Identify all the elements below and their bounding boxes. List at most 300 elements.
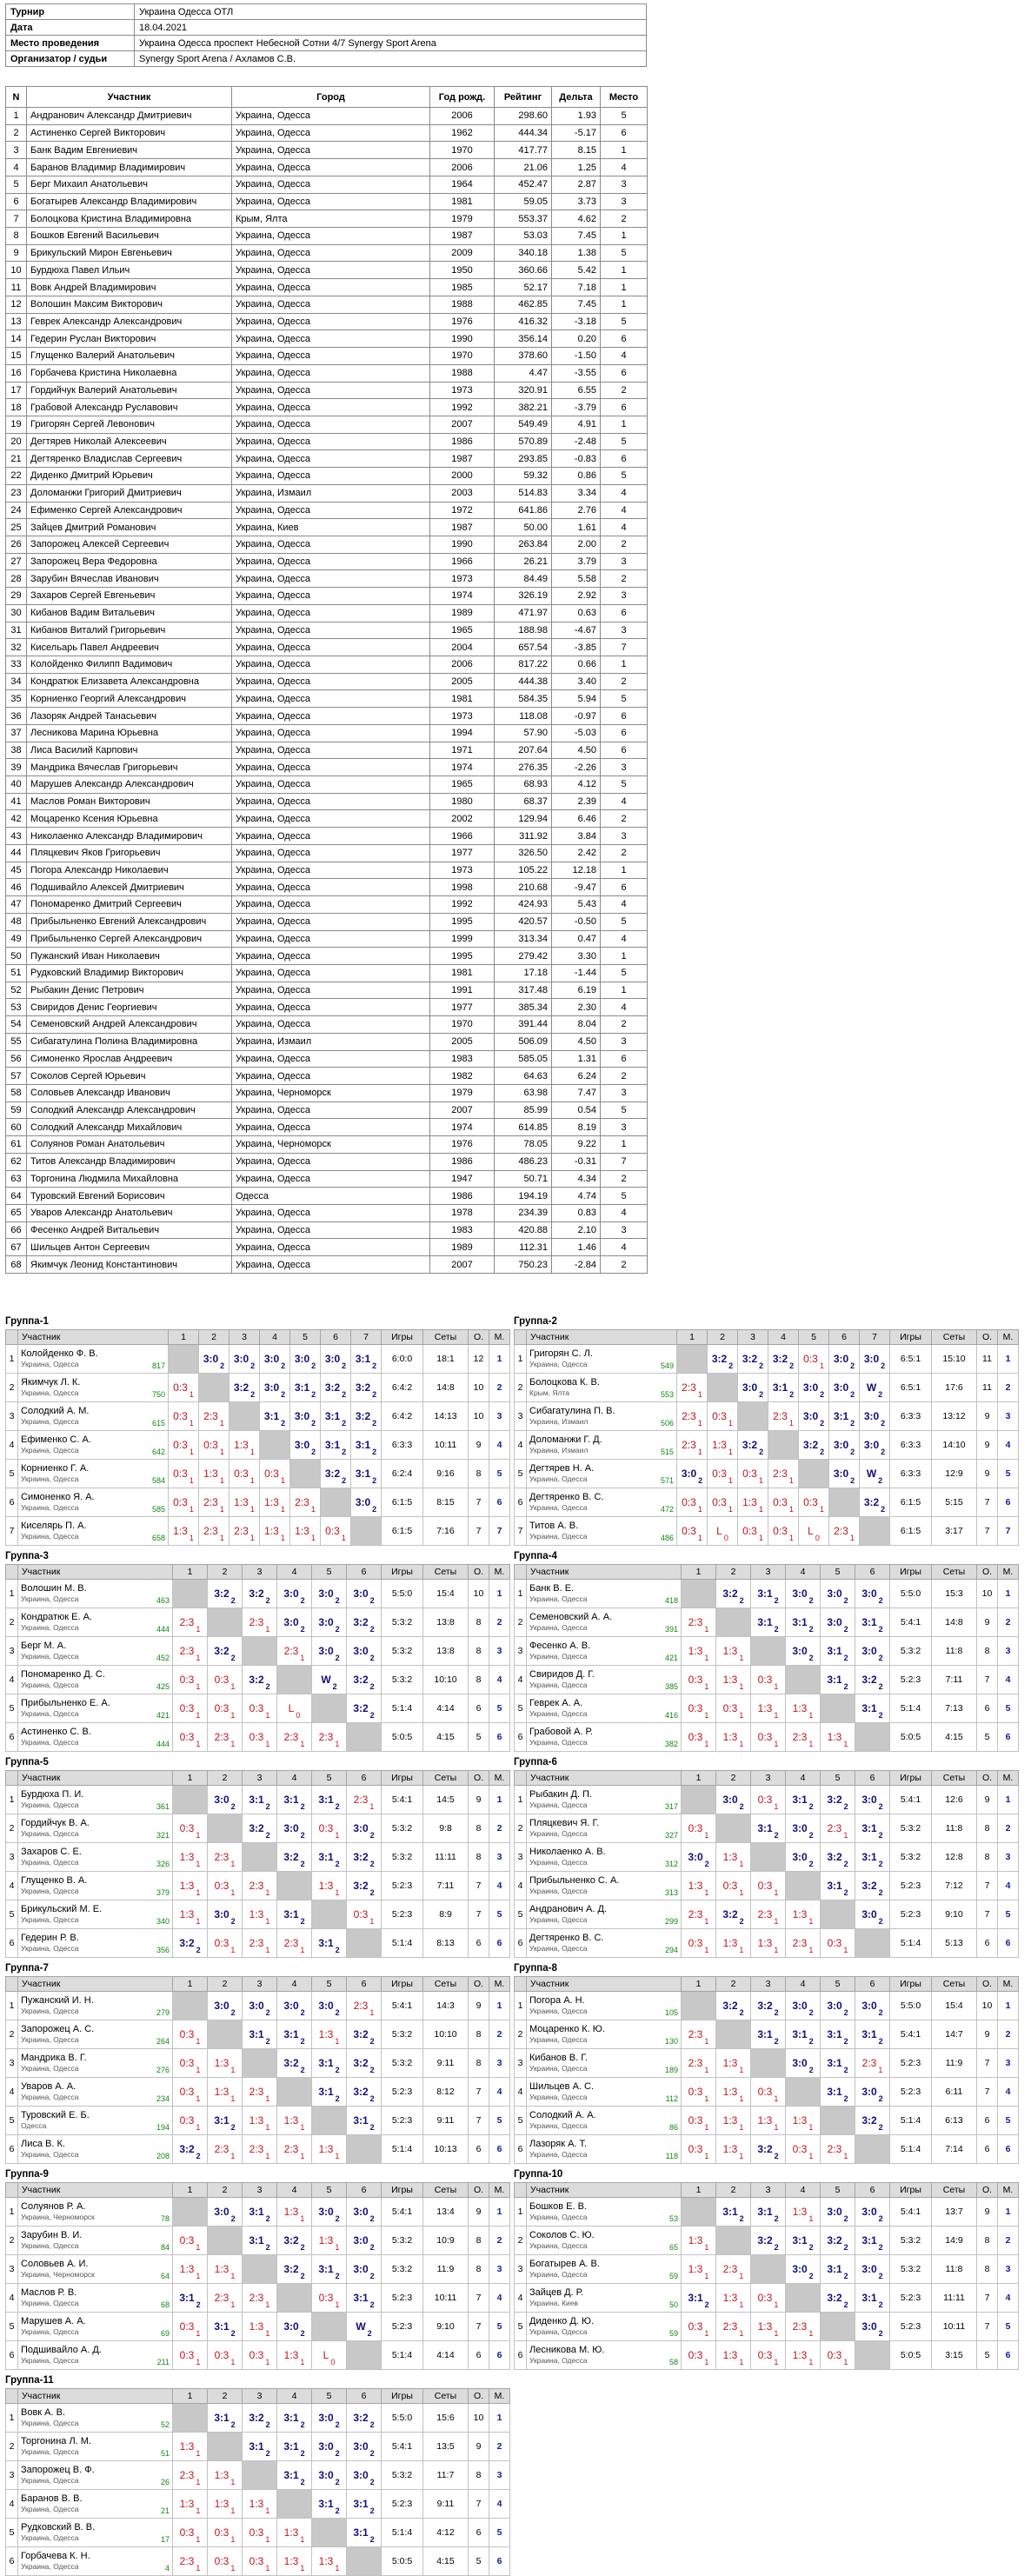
match-score[interactable]: 2:3 1 (295, 1496, 316, 1514)
match-cell[interactable] (855, 2227, 890, 2255)
match-score[interactable]: 3:0 2 (263, 1353, 286, 1370)
match-score[interactable]: 3:1 2 (283, 1794, 305, 1811)
match-score[interactable]: 0:3 1 (827, 2349, 848, 2366)
match-score[interactable]: 0:3 1 (179, 1674, 201, 1691)
match-cell[interactable] (682, 1929, 716, 1958)
match-cell[interactable] (290, 1374, 321, 1402)
group-player-name[interactable]: Прибыльненко С. А. (529, 1875, 620, 1886)
player-name-link[interactable]: Грабовой Александр Руславович (27, 399, 232, 416)
match-score[interactable]: 1:3 1 (688, 2234, 709, 2252)
match-score[interactable]: 1:3 1 (722, 1674, 744, 1691)
group-player-name[interactable]: Астиненко С. В. (21, 1727, 91, 1737)
group-player[interactable] (18, 1431, 169, 1460)
group-player[interactable] (18, 2461, 173, 2490)
match-score[interactable]: 3:1 2 (861, 1702, 883, 1720)
match-score[interactable]: 3:0 2 (318, 1616, 340, 1634)
match-cell[interactable] (347, 2490, 382, 2519)
match-score[interactable]: 1:3 1 (179, 2440, 201, 2458)
match-cell[interactable] (347, 2198, 382, 2227)
match-score[interactable]: 3:2 2 (353, 2057, 375, 2074)
match-cell[interactable] (243, 1929, 277, 1958)
match-cell[interactable] (243, 1814, 277, 1843)
group-player-name[interactable]: Семеновский А. А. (529, 1612, 613, 1622)
match-cell[interactable] (716, 1723, 751, 1752)
match-score[interactable]: 3:0 2 (353, 1645, 375, 1662)
group-player-name[interactable]: Дегтярев Н. А. (529, 1463, 595, 1474)
group-player-name[interactable]: Григорян С. Л. (529, 1348, 593, 1359)
match-score[interactable]: 3:0 2 (792, 2263, 814, 2280)
match-cell[interactable] (290, 1431, 321, 1460)
player-name-link[interactable]: Уваров Александр Анатольевич (27, 1205, 232, 1222)
match-cell[interactable] (312, 1580, 347, 1608)
match-score[interactable]: 3:1 2 (353, 2292, 375, 2309)
group-player-name[interactable]: Лиса В. К. (21, 2139, 65, 2149)
match-cell[interactable] (821, 2020, 855, 2049)
group-player[interactable] (527, 1814, 682, 1843)
match-score[interactable]: 2:3 1 (214, 2143, 236, 2160)
match-score[interactable]: 0:3 1 (318, 2292, 340, 2309)
match-cell[interactable] (243, 2284, 277, 2313)
match-score[interactable]: 3:0 2 (353, 2440, 375, 2458)
match-cell[interactable] (243, 1608, 277, 1637)
player-name-link[interactable]: Мандрика Вячеслав Григорьевич (27, 759, 232, 776)
match-score[interactable]: 2:3 1 (179, 2555, 201, 2573)
match-cell[interactable] (312, 1666, 347, 1694)
match-score[interactable]: 2:3 1 (214, 1851, 236, 1868)
match-cell[interactable] (321, 1517, 351, 1546)
match-score[interactable]: 0:3 1 (214, 2349, 236, 2366)
player-name-link[interactable]: Фесенко Андрей Витальевич (27, 1221, 232, 1239)
player-name-link[interactable]: Бошков Евгений Васильевич (27, 228, 232, 245)
match-score[interactable]: 3:1 2 (861, 2028, 883, 2046)
match-cell[interactable] (829, 1402, 860, 1431)
group-player-name[interactable]: Николаенко А. В. (529, 1847, 606, 1857)
match-cell[interactable] (277, 1608, 312, 1637)
match-cell[interactable] (786, 2227, 821, 2255)
match-cell[interactable] (243, 1872, 277, 1900)
player-name-link[interactable]: Ефименко Сергей Александрович (27, 502, 232, 519)
match-score[interactable]: 3:0 2 (324, 1353, 347, 1370)
match-score[interactable]: 2:3 1 (353, 2000, 375, 2017)
match-cell[interactable] (677, 1374, 708, 1402)
match-cell[interactable] (751, 2198, 786, 2227)
match-cell[interactable] (347, 1992, 382, 2020)
match-score[interactable]: 1:3 1 (249, 2114, 270, 2132)
match-score[interactable]: 2:3 1 (827, 1822, 848, 1840)
group-player[interactable] (18, 2341, 173, 2370)
match-score[interactable]: 3:1 2 (757, 2206, 779, 2223)
match-score[interactable]: 2:3 1 (249, 1616, 270, 1634)
group-player-name[interactable]: Богатырев А. В. (529, 2259, 600, 2269)
match-cell[interactable] (786, 2135, 821, 2164)
group-player-name[interactable]: Шильцев А. С. (529, 2081, 595, 2092)
group-player[interactable] (527, 2284, 682, 2313)
match-score[interactable]: 2:3 1 (688, 1616, 709, 1634)
match-cell[interactable] (312, 2547, 347, 2576)
group-player[interactable] (527, 2107, 682, 2135)
match-score[interactable]: 0:3 1 (179, 2086, 201, 2103)
match-score[interactable]: 3:0 2 (283, 2000, 305, 2017)
match-score[interactable]: 3:0 2 (861, 1794, 883, 1811)
match-cell[interactable] (347, 2020, 382, 2049)
match-score[interactable]: 0:3 1 (722, 1702, 744, 1720)
group-player-name[interactable]: Уваров А. А. (21, 2081, 76, 2092)
match-cell[interactable] (786, 2313, 821, 2341)
match-score[interactable]: 3:0 2 (353, 2206, 375, 2223)
match-score[interactable]: 3:1 2 (757, 1822, 779, 1840)
group-player-name[interactable]: Якимчук Л. К. (21, 1377, 81, 1388)
match-score[interactable]: 1:3 1 (722, 1937, 744, 1954)
match-score[interactable]: 2:3 1 (757, 1908, 779, 1926)
group-player[interactable] (527, 1608, 682, 1637)
group-player-name[interactable]: Пужанский И. Н. (21, 1995, 94, 2006)
match-score[interactable]: 3:0 2 (861, 2086, 883, 2103)
match-score[interactable]: 0:3 1 (742, 1468, 763, 1485)
match-cell[interactable] (243, 2341, 277, 2370)
group-player[interactable] (18, 2049, 173, 2078)
match-score[interactable]: 1:3 1 (179, 1851, 201, 1868)
group-player-name[interactable]: Рудковский В. В. (21, 2522, 96, 2533)
player-name-link[interactable]: Солодкий Александр Александрович (27, 1102, 232, 1119)
match-cell[interactable] (682, 2049, 716, 2078)
match-score[interactable]: 3:0 2 (827, 2000, 848, 2017)
match-cell[interactable] (173, 2284, 208, 2313)
match-score[interactable]: 0:3 1 (214, 1702, 236, 1720)
match-score[interactable]: 0:3 1 (325, 1525, 346, 1542)
match-cell[interactable] (786, 1929, 821, 1958)
player-name-link[interactable]: Кисельарь Павел Андреевич (27, 639, 232, 656)
match-score[interactable]: 3:1 2 (294, 1381, 316, 1399)
match-cell[interactable] (169, 1460, 199, 1488)
player-name-link[interactable]: Доломанжи Григорий Дмитриевич (27, 484, 232, 502)
group-player[interactable] (18, 2020, 173, 2049)
match-score[interactable]: 3:0 2 (863, 1439, 886, 1456)
match-score[interactable]: 3:0 2 (318, 2412, 340, 2429)
group-player-name[interactable]: Бурдюха П. И. (21, 1789, 84, 1800)
match-cell[interactable] (682, 2227, 716, 2255)
match-score[interactable]: 3:2 2 (214, 1588, 236, 1605)
match-score[interactable]: W 2 (356, 2320, 372, 2338)
group-player-name[interactable]: Моцаренко К. Ю. (529, 2024, 605, 2034)
group-player[interactable] (18, 2284, 173, 2313)
match-score[interactable]: 3:0 2 (681, 1468, 703, 1485)
match-cell[interactable] (751, 2107, 786, 2135)
match-cell[interactable] (716, 1900, 751, 1929)
match-cell[interactable] (716, 1786, 751, 1814)
match-cell[interactable] (312, 2135, 347, 2164)
match-score[interactable]: 0:3 1 (757, 1880, 779, 1897)
match-score[interactable]: 1:3 1 (318, 2028, 340, 2046)
group-player-name[interactable]: Глущенко В. А. (21, 1875, 88, 1886)
match-score[interactable]: 3:2 2 (757, 2143, 779, 2160)
match-score[interactable]: 2:3 1 (203, 1410, 224, 1428)
match-cell[interactable] (351, 1374, 382, 1402)
match-cell[interactable] (855, 2313, 890, 2341)
match-cell[interactable] (312, 1929, 347, 1958)
match-cell[interactable] (243, 2519, 277, 2547)
match-score[interactable]: 3:1 2 (688, 2292, 709, 2309)
match-score[interactable]: 3:1 2 (318, 2057, 340, 2074)
match-cell[interactable] (738, 1345, 768, 1374)
group-player[interactable] (527, 2135, 682, 2164)
match-cell[interactable] (855, 1814, 890, 1843)
match-score[interactable]: 3:2 2 (324, 1468, 347, 1485)
match-score[interactable]: 1:3 1 (249, 1908, 270, 1926)
match-score[interactable]: 3:0 2 (318, 2440, 340, 2458)
match-score[interactable]: 3:0 2 (318, 1645, 340, 1662)
group-player-name[interactable]: Соловьев А. И. (21, 2259, 89, 2269)
match-score[interactable]: 0:3 1 (173, 1468, 194, 1485)
match-score[interactable]: 0:3 1 (803, 1353, 824, 1370)
player-name-link[interactable]: Лазоряк Андрей Танасьевич (27, 708, 232, 725)
group-player[interactable] (527, 1580, 682, 1608)
match-cell[interactable] (682, 2107, 716, 2135)
match-score[interactable]: 3:0 2 (833, 1439, 855, 1456)
match-score[interactable]: 3:1 2 (318, 2263, 340, 2280)
match-cell[interactable] (768, 1460, 799, 1488)
match-cell[interactable] (277, 1814, 312, 1843)
match-score[interactable]: 3:0 2 (827, 1616, 848, 1634)
group-player[interactable] (18, 1992, 173, 2020)
match-score[interactable]: 3:1 2 (792, 2028, 814, 2046)
match-score[interactable]: 1:3 1 (827, 1731, 848, 1748)
match-score[interactable]: 0:3 1 (757, 2349, 779, 2366)
match-cell[interactable] (312, 2284, 347, 2313)
match-score[interactable]: 2:3 1 (353, 1794, 375, 1811)
match-cell[interactable] (821, 1666, 855, 1694)
match-score[interactable]: 3:2 2 (353, 1880, 375, 1897)
match-score[interactable]: 1:3 1 (722, 2349, 744, 2366)
match-cell[interactable] (751, 2227, 786, 2255)
match-score[interactable]: 3:2 2 (249, 1822, 270, 1840)
match-cell[interactable] (351, 1345, 382, 1374)
match-cell[interactable] (208, 2255, 243, 2284)
match-cell[interactable] (290, 1488, 321, 1517)
match-cell[interactable] (738, 1460, 768, 1488)
match-score[interactable]: 1:3 1 (792, 1908, 814, 1926)
match-score[interactable]: 2:3 1 (688, 2057, 709, 2074)
match-score[interactable]: 0:3 1 (214, 2526, 236, 2544)
match-score[interactable]: 1:3 1 (214, 2498, 236, 2515)
player-name-link[interactable]: Банк Вадим Евгениевич (27, 142, 232, 159)
match-cell[interactable] (243, 2227, 277, 2255)
player-name-link[interactable]: Григорян Сергей Левонович (27, 416, 232, 433)
match-cell[interactable] (277, 2198, 312, 2227)
match-score[interactable]: 0:3 1 (249, 2526, 270, 2544)
match-score[interactable]: 3:1 2 (263, 1410, 286, 1428)
match-score[interactable]: 3:1 2 (249, 2028, 270, 2046)
match-cell[interactable] (855, 1786, 890, 1814)
match-score[interactable]: 3:0 2 (283, 1616, 305, 1634)
match-score[interactable]: 3:1 2 (318, 1794, 340, 1811)
match-score[interactable]: 0:3 1 (792, 2143, 814, 2160)
match-score[interactable]: 3:0 2 (283, 1588, 305, 1605)
match-cell[interactable] (682, 2313, 716, 2341)
match-cell[interactable] (347, 1814, 382, 1843)
match-score[interactable]: 3:2 2 (742, 1439, 764, 1456)
match-cell[interactable] (277, 2341, 312, 2370)
match-cell[interactable] (321, 1460, 351, 1488)
match-cell[interactable] (312, 2341, 347, 2370)
match-cell[interactable] (682, 1900, 716, 1929)
player-name-link[interactable]: Баранов Владимир Владимирович (27, 159, 232, 176)
match-cell[interactable] (260, 1517, 290, 1546)
match-cell[interactable] (738, 1431, 768, 1460)
match-cell[interactable] (208, 2341, 243, 2370)
match-score[interactable]: 0:3 1 (688, 1731, 709, 1748)
group-player-name[interactable]: Пономаренко Д. С. (21, 1669, 105, 1680)
group-player[interactable] (527, 1843, 682, 1872)
match-cell[interactable] (173, 2020, 208, 2049)
match-score[interactable]: 3:1 2 (792, 1616, 814, 1634)
group-player-name[interactable]: Захаров С. Е. (21, 1847, 82, 1857)
match-score[interactable]: 0:3 1 (757, 2086, 779, 2103)
match-score[interactable]: 0:3 1 (179, 2114, 201, 2132)
match-score[interactable]: 3:1 2 (249, 2234, 270, 2252)
match-score[interactable]: 1:3 1 (792, 1702, 814, 1720)
match-score[interactable]: 3:1 2 (179, 2292, 201, 2309)
match-cell[interactable] (208, 1580, 243, 1608)
match-cell[interactable] (855, 2198, 890, 2227)
group-player[interactable] (527, 2078, 682, 2107)
group-player-name[interactable]: Диденко Д. Ю. (529, 2316, 595, 2326)
match-score[interactable]: 2:3 1 (283, 2143, 305, 2160)
match-score[interactable]: L 0 (288, 1702, 301, 1720)
match-cell[interactable] (860, 1488, 890, 1517)
match-cell[interactable] (208, 1872, 243, 1900)
match-score[interactable]: 3:1 2 (355, 1353, 377, 1370)
player-name-link[interactable]: Прибыльненко Сергей Александрович (27, 930, 232, 948)
match-score[interactable]: 3:0 2 (861, 2320, 883, 2338)
group-player[interactable] (527, 1929, 682, 1958)
match-score[interactable]: 2:3 1 (792, 1731, 814, 1748)
group-player[interactable] (18, 1666, 173, 1694)
group-player-name[interactable]: Гордийчук В. А. (21, 1818, 90, 1828)
match-cell[interactable] (677, 1488, 708, 1517)
match-score[interactable]: 1:3 1 (214, 2469, 236, 2486)
match-cell[interactable] (243, 1992, 277, 2020)
group-player[interactable] (527, 1488, 677, 1517)
match-score[interactable]: 2:3 1 (249, 1937, 270, 1954)
group-player[interactable] (527, 2255, 682, 2284)
match-score[interactable]: 3:1 2 (757, 1616, 779, 1634)
match-cell[interactable] (208, 1786, 243, 1814)
match-cell[interactable] (821, 1723, 855, 1752)
match-score[interactable]: 3:0 2 (318, 1588, 340, 1605)
match-cell[interactable] (829, 1431, 860, 1460)
match-score[interactable]: 3:0 2 (861, 2000, 883, 2017)
match-cell[interactable] (277, 1992, 312, 2020)
match-cell[interactable] (799, 1374, 829, 1402)
player-name-link[interactable]: Бурдюха Павел Ильич (27, 262, 232, 279)
col-header-rating[interactable]: Рейтинг (495, 87, 552, 108)
match-score[interactable]: 2:3 1 (214, 2292, 236, 2309)
match-score[interactable]: 1:3 1 (318, 2234, 340, 2252)
match-score[interactable]: 3:1 2 (792, 1794, 814, 1811)
match-cell[interactable] (312, 2020, 347, 2049)
match-score[interactable]: 2:3 1 (249, 2143, 270, 2160)
match-cell[interactable] (708, 1431, 738, 1460)
match-cell[interactable] (716, 1872, 751, 1900)
group-player-name[interactable]: Симоненко Я. А. (21, 1492, 95, 1502)
group-player[interactable] (527, 1374, 677, 1402)
match-cell[interactable] (208, 2461, 243, 2490)
match-cell[interactable] (312, 1814, 347, 1843)
match-cell[interactable] (312, 1843, 347, 1872)
match-score[interactable]: W 2 (321, 1674, 337, 1691)
match-score[interactable]: 3:0 2 (863, 1353, 886, 1370)
match-cell[interactable] (312, 2198, 347, 2227)
match-cell[interactable] (243, 2020, 277, 2049)
match-cell[interactable] (277, 1723, 312, 1752)
match-score[interactable]: 1:3 1 (234, 1496, 255, 1514)
player-name-link[interactable]: Геврек Александр Александрович (27, 313, 232, 330)
match-score[interactable]: 3:2 2 (827, 2234, 848, 2252)
match-score[interactable]: 0:3 1 (688, 2349, 709, 2366)
match-cell[interactable] (708, 1460, 738, 1488)
match-score[interactable]: 3:0 2 (792, 1822, 814, 1840)
group-player-name[interactable]: Брикульский М. Е. (21, 1904, 103, 1914)
match-cell[interactable] (751, 1929, 786, 1958)
group-player[interactable] (527, 2227, 682, 2255)
group-player-name[interactable]: Торгонина Л. М. (21, 2436, 92, 2446)
match-cell[interactable] (173, 2341, 208, 2370)
match-score[interactable]: 3:2 2 (283, 2234, 305, 2252)
player-name-link[interactable]: Николаенко Александр Владимирович (27, 828, 232, 845)
match-cell[interactable] (260, 1374, 290, 1402)
match-score[interactable]: 0:3 1 (179, 2320, 201, 2338)
match-cell[interactable] (786, 1843, 821, 1872)
match-cell[interactable] (208, 1900, 243, 1929)
group-player-name[interactable]: Лесникова М. Ю. (529, 2345, 605, 2355)
match-cell[interactable] (173, 2547, 208, 2576)
match-score[interactable]: 0:3 1 (712, 1410, 733, 1428)
group-player[interactable] (18, 1694, 173, 1723)
group-player-name[interactable]: Сибагатулина П. В. (529, 1406, 615, 1416)
match-cell[interactable] (347, 2227, 382, 2255)
match-cell[interactable] (821, 1814, 855, 1843)
match-cell[interactable] (260, 1460, 290, 1488)
match-score[interactable]: 1:3 1 (283, 2526, 305, 2544)
match-score[interactable]: 0:3 1 (682, 1525, 702, 1542)
match-score[interactable]: 3:0 2 (833, 1353, 855, 1370)
match-score[interactable]: 3:0 2 (861, 2263, 883, 2280)
match-cell[interactable] (855, 1872, 890, 1900)
match-cell[interactable] (799, 1517, 829, 1546)
match-cell[interactable] (716, 1666, 751, 1694)
player-name-link[interactable]: Титов Александр Владимирович (27, 1153, 232, 1170)
match-score[interactable]: 3:1 2 (861, 1851, 883, 1868)
match-cell[interactable] (277, 1580, 312, 1608)
match-score[interactable]: 3:0 2 (861, 2206, 883, 2223)
match-score[interactable]: 3:2 2 (355, 1381, 377, 1399)
match-cell[interactable] (347, 1843, 382, 1872)
match-score[interactable]: 0:3 1 (688, 2143, 709, 2160)
match-cell[interactable] (347, 1786, 382, 1814)
match-score[interactable]: 1:3 1 (234, 1439, 255, 1456)
match-score[interactable]: 3:1 2 (861, 2234, 883, 2252)
match-cell[interactable] (855, 1843, 890, 1872)
match-score[interactable]: 0:3 1 (249, 1731, 270, 1748)
match-score[interactable]: 3:0 2 (802, 1381, 825, 1399)
match-cell[interactable] (821, 1580, 855, 1608)
player-name-link[interactable]: Зайцев Дмитрий Романович (27, 519, 232, 536)
match-score[interactable]: 3:2 2 (722, 2000, 744, 2017)
group-player[interactable] (527, 1637, 682, 1666)
match-score[interactable]: W 2 (866, 1468, 883, 1485)
match-cell[interactable] (243, 2433, 277, 2461)
match-score[interactable]: 3:0 2 (792, 2057, 814, 2074)
